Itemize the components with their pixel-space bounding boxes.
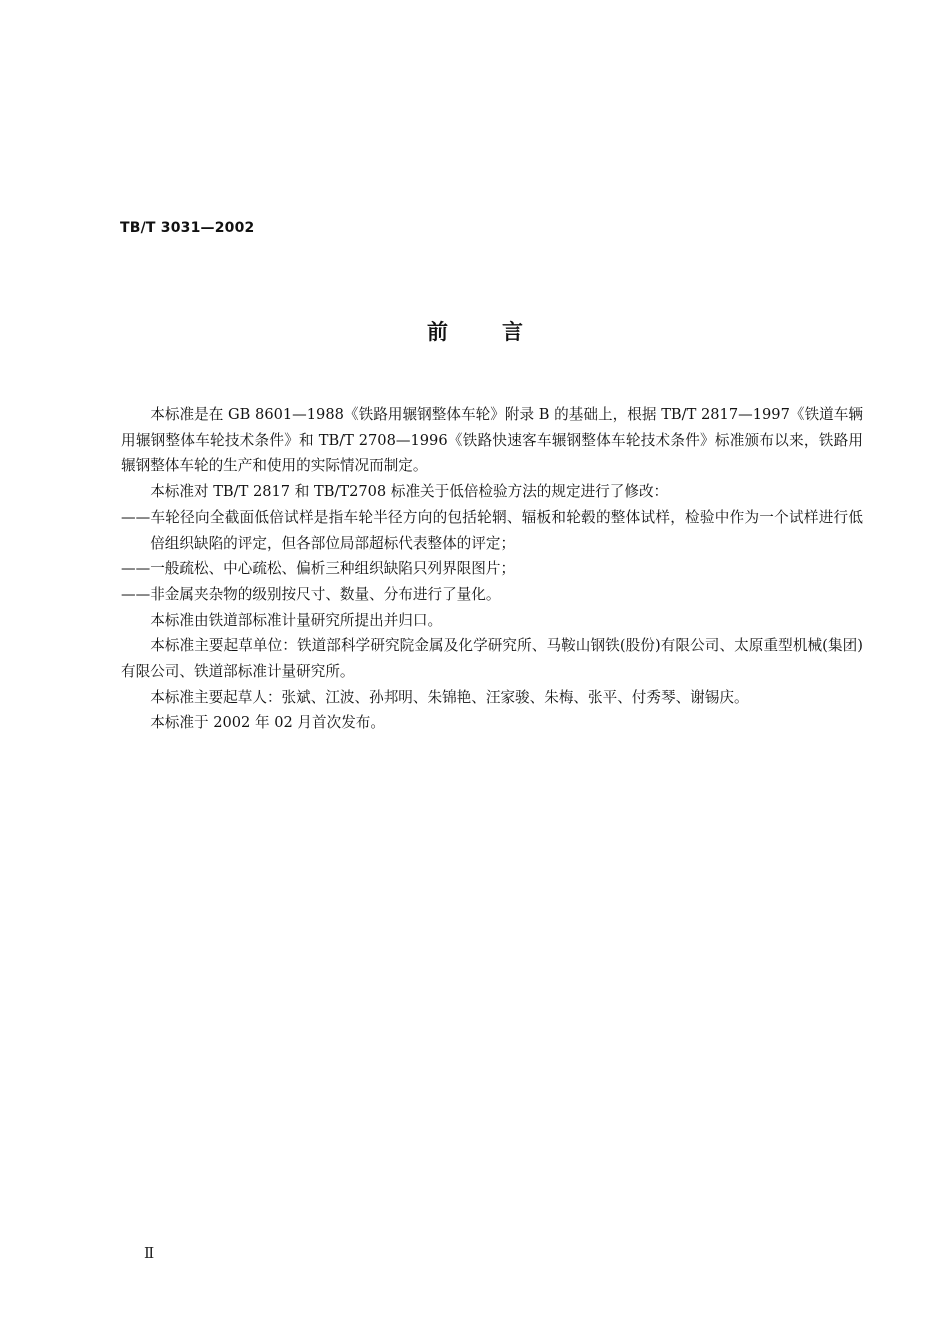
dash-item-inclusions [121, 582, 863, 608]
dash-item-text: ——一般疏松、中心疏松、偏析三种组织缺陷只列界限图片； [121, 560, 516, 578]
paragraph-modification: 本标准对 TB/T 2817 和 TB/T2708 标准关于低倍检验方法的规定进行了修改： [150, 483, 669, 501]
paragraph-release: 本标准于 2002 年 02 月首次发布。 [150, 714, 385, 732]
dash-item-text: ——非金属夹杂物的级别按尺寸、数量、分布进行了量化。 [121, 585, 501, 603]
title-char-2: 言 [502, 320, 523, 344]
foreword-body [121, 402, 863, 736]
dash-item-full-section-sample [121, 505, 863, 556]
paragraph-basis: 本标准是在 GB 8601—1988《铁路用辗钢整体车轮》附录 B 的基础上，根据 TB/T 2817—1997《铁道车辆用辗钢整体车轮技术条件》和 TB/T 2708—1996《铁路快速客车辗钢整体车轮技术条件》标准颁布以来，铁路用辗钢整体车轮的生产和使用的实际情况而制定。 [121, 406, 863, 475]
dash-item-text: ——车轮径向全截面低倍试样是指车轮半径方向的包括轮辋、辐板和轮毂的整体试样，检验中作为一个试样进行低倍组织缺陷的评定，但各部位局部超标代表整体的评定； [121, 508, 863, 552]
dash-item-porosity [121, 556, 863, 582]
paragraph-drafters: 本标准主要起草人：张斌、江波、孙邦明、朱锦艳、汪家骏、朱梅、张平、付秀琴、谢锡庆。 [150, 688, 749, 706]
title-char-1: 前 [427, 320, 448, 344]
page-number: Ⅱ [144, 1244, 155, 1262]
paragraph-drafting-units: 本标准主要起草单位：铁道部科学研究院金属及化学研究所、马鞍山钢铁(股份)有限公司、太原重型机械(集团)有限公司、铁道部标准计量研究所。 [121, 637, 863, 681]
document-code: TB/T 3031—2002 [120, 220, 255, 236]
paragraph-proposer: 本标准由铁道部标准计量研究所提出并归口。 [150, 611, 443, 629]
foreword-title [0, 316, 950, 346]
